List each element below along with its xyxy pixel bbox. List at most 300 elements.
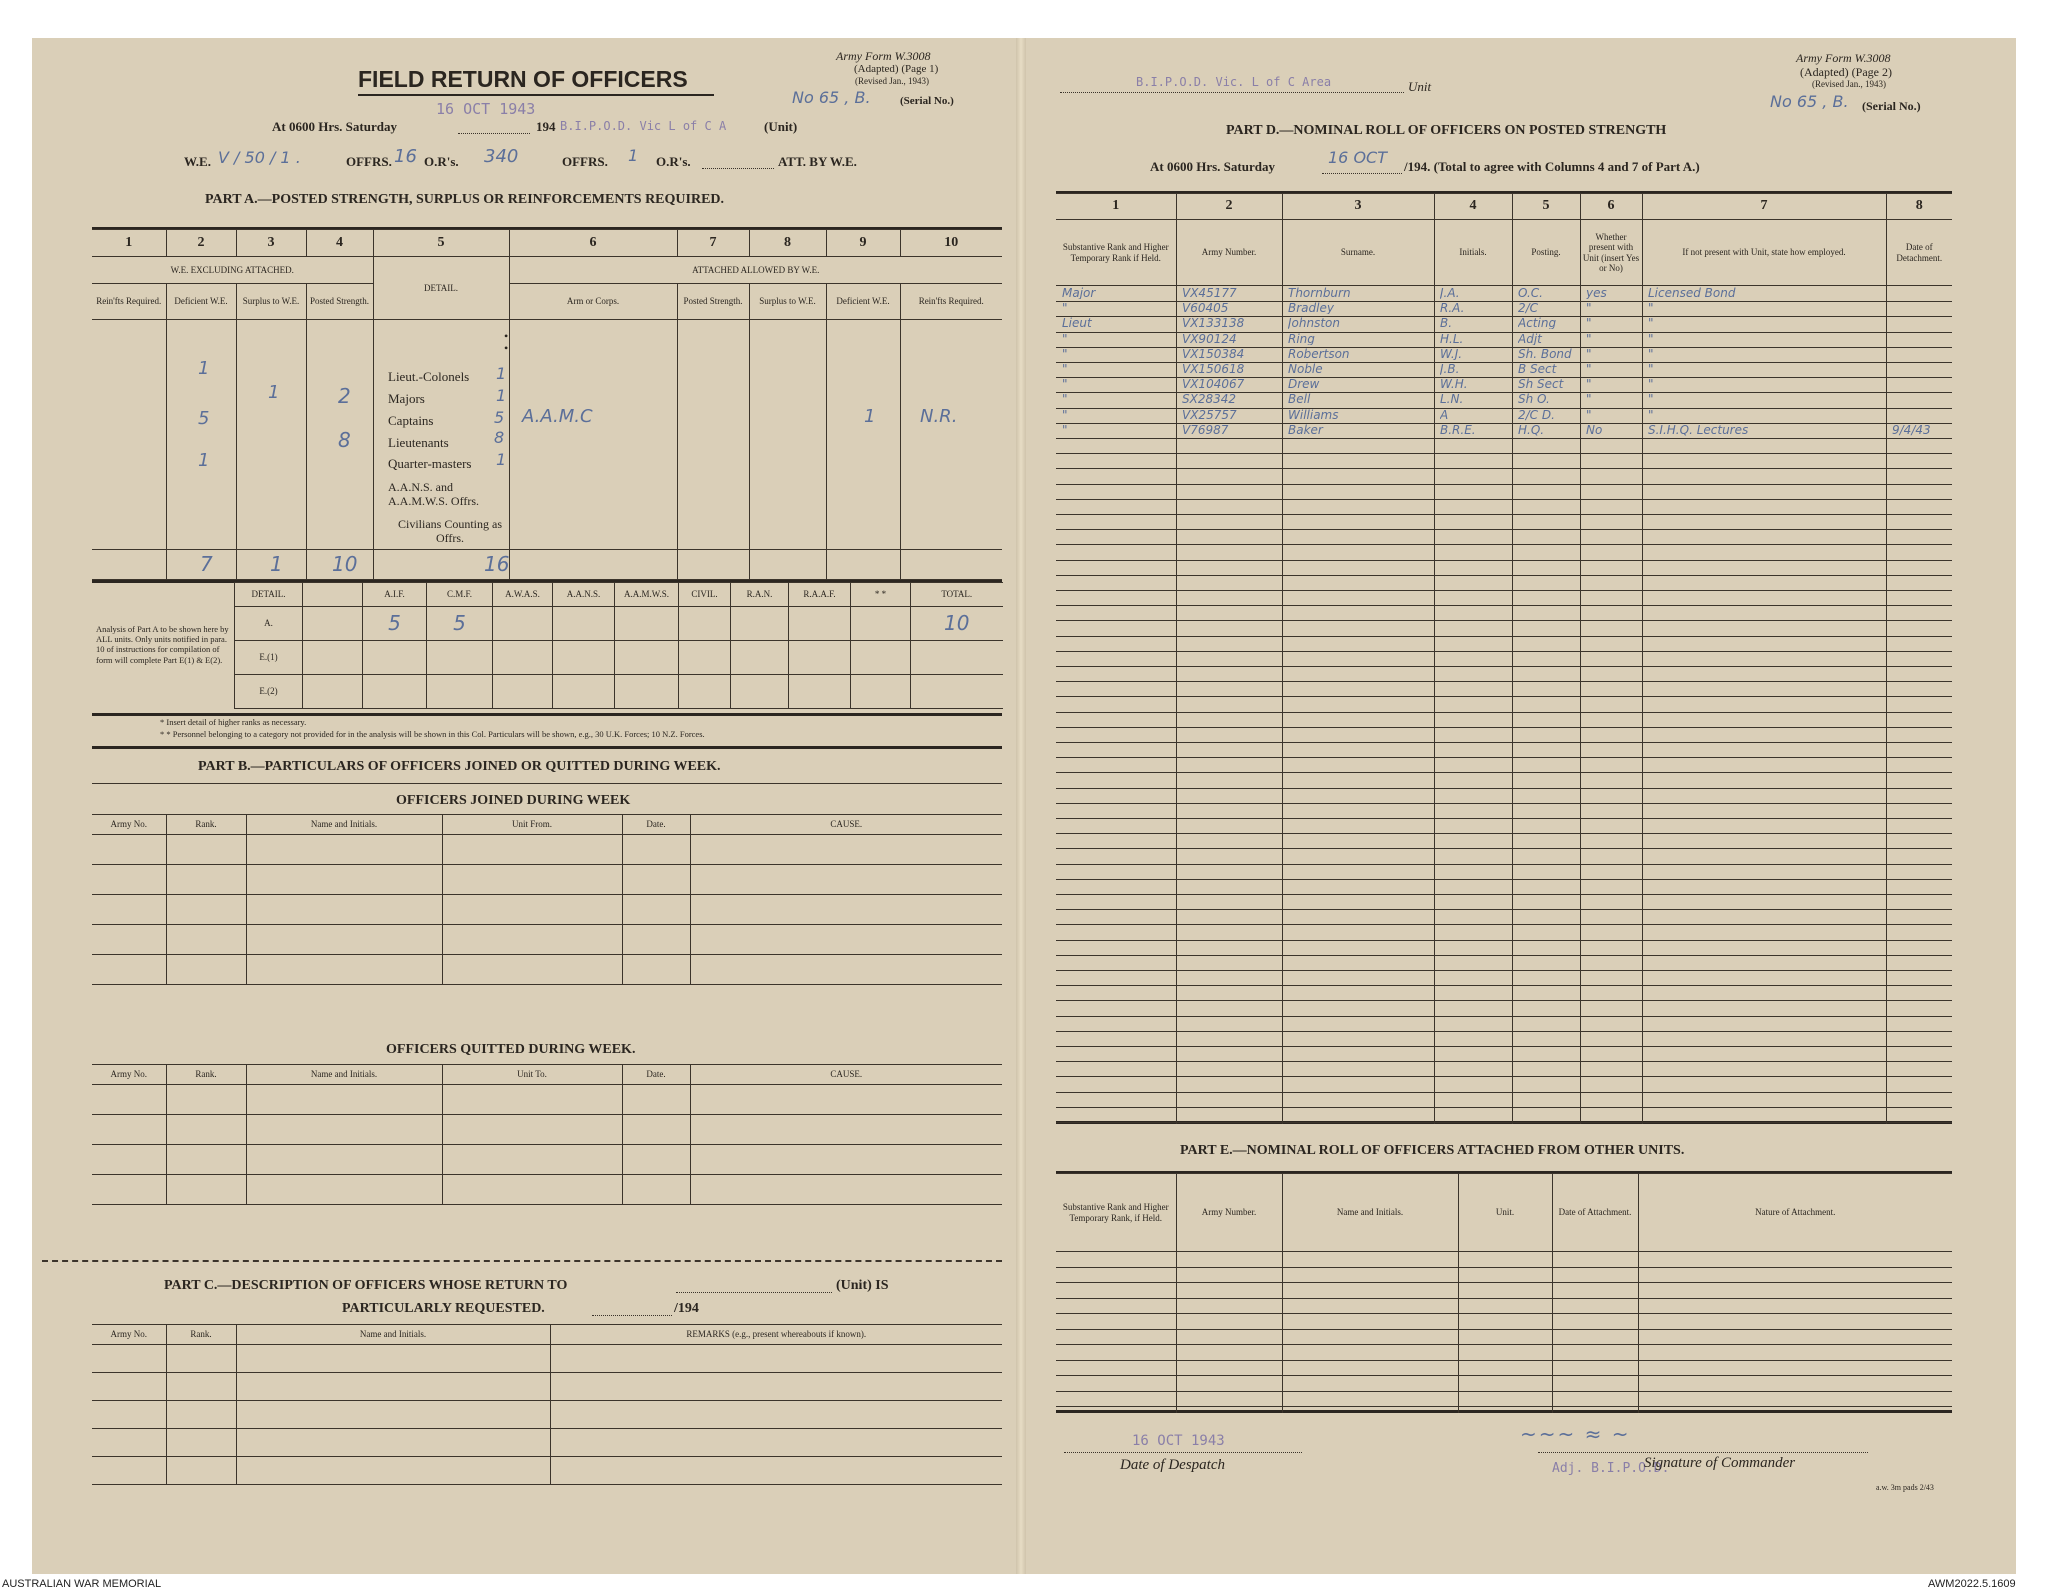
analysis-header: CIVIL.	[679, 583, 731, 607]
analysis-header: DETAIL.	[235, 583, 303, 607]
joined-table	[92, 814, 1002, 985]
part-d-date: 16 OCT	[1328, 148, 1387, 167]
time-line-left: At 0600 Hrs. Saturday	[272, 119, 397, 134]
part-d-cell-initials: R.A.	[1440, 302, 1465, 315]
col-num: 4	[306, 230, 373, 257]
col-num: 8	[749, 230, 826, 257]
part-d-cell-surname: Johnston	[1288, 317, 1340, 330]
detail-header: DETAIL.	[373, 257, 509, 320]
offrs-value: 16	[394, 146, 417, 167]
col-num: 1	[92, 230, 166, 257]
part-d-cell-posting: Sh. Bond	[1518, 347, 1572, 360]
part-d-row-line	[1056, 605, 1952, 606]
rank-lieutenants: Lieutenants	[388, 435, 449, 450]
ors-label: O.R's.	[424, 154, 459, 169]
part-d-cell-initials: H.L.	[1440, 332, 1464, 345]
sub-header: Surplus to W.E.	[749, 284, 826, 320]
total-posted: 10	[332, 552, 358, 576]
date-stamp-left: 16 OCT 1943	[436, 100, 536, 118]
sub-header: Deficient W.E.	[826, 284, 900, 320]
part-a-title: PART A.—POSTED STRENGTH, SURPLUS OR REINFORCEMENTS REQUIRED.	[205, 192, 725, 207]
part-d-col-num: 4	[1434, 194, 1512, 220]
part-c-header: Name and Initials.	[236, 1325, 550, 1345]
part-a-table	[92, 229, 1002, 580]
part-d-column-line	[1886, 286, 1887, 1124]
part-d-time-line: At 0600 Hrs. Saturday	[1150, 159, 1275, 174]
part-d-cell-employed: "	[1648, 408, 1654, 421]
unit-blank-right	[1060, 92, 1404, 93]
catalogue-number: AWM2022.5.1609	[1928, 1578, 2016, 1590]
part-d-cell-employed: "	[1648, 393, 1654, 406]
part-d-title: PART D.—NOMINAL ROLL OF OFFICERS ON POSTED STRENGTH	[1226, 123, 1667, 138]
sub-header: Arm or Corps.	[509, 284, 677, 320]
part-c-title-2: PARTICULARLY REQUESTED.	[342, 1301, 545, 1316]
part-e-row-line	[1056, 1329, 1952, 1330]
sub-header: Surplus to W.E.	[236, 284, 306, 320]
quitted-header: CAUSE.	[690, 1065, 1002, 1085]
part-b-rule	[92, 783, 1002, 784]
part-d-row-line	[1056, 727, 1952, 728]
part-d-cell-date: 9/4/43	[1892, 423, 1931, 436]
part-c-header: Army No.	[92, 1325, 166, 1345]
part-e-header: Unit.	[1458, 1174, 1552, 1252]
part-d-cell-surname: Robertson	[1288, 347, 1350, 360]
part-d-cell-number: VX45177	[1182, 287, 1237, 299]
offrs-label: OFFRS.	[346, 154, 392, 169]
part-e-header: Date of Attachment.	[1552, 1174, 1638, 1252]
part-d-row-line	[1056, 864, 1952, 865]
quitted-title: OFFICERS QUITTED DURING WEEK.	[386, 1042, 636, 1057]
part-d-cell-employed: Licensed Bond	[1648, 287, 1736, 299]
analysis-table	[234, 582, 1003, 709]
part-e-column-line	[1282, 1251, 1283, 1413]
part-c-unit-label: (Unit) IS	[836, 1278, 889, 1293]
page-fold	[1016, 38, 1026, 1574]
col1-value: 1	[198, 358, 210, 379]
part-d-row-line	[1056, 681, 1952, 682]
col4-value: 2	[338, 384, 351, 408]
joined-header: Date.	[622, 815, 690, 835]
part-e-row-line	[1056, 1298, 1952, 1299]
footnote-1: * Insert detail of higher ranks as necessary.	[160, 717, 307, 727]
part-d-column-line	[1512, 286, 1513, 1124]
col4-value: 8	[338, 428, 351, 452]
analysis-header: R.A.N.	[731, 583, 789, 607]
part-d-row-line	[1056, 1122, 1952, 1123]
part-d-cell-present: No	[1586, 423, 1603, 436]
part-d-row-line	[1056, 651, 1952, 652]
part-d-cell-number: V60405	[1182, 302, 1229, 315]
part-e-body	[1056, 1251, 1952, 1413]
part-d-cell-rank: "	[1062, 347, 1068, 360]
part-d-row-line	[1056, 468, 1952, 469]
col10-value: N.R.	[920, 406, 958, 427]
part-d-cell-posting: Sh Sect	[1518, 378, 1564, 391]
unit-stamp-left: B.I.P.O.D. Vic L of C A	[560, 119, 727, 133]
analysis-header: * *	[851, 583, 911, 607]
part-d-cell-rank: "	[1062, 378, 1068, 391]
part-d-row-line	[1056, 879, 1952, 880]
we-count: 5	[494, 408, 505, 427]
serial-label-left: (Serial No.)	[900, 95, 954, 107]
unit-stamp-right: B.I.P.O.D. Vic. L of C Area	[1136, 75, 1332, 89]
joined-header: Unit From.	[442, 815, 622, 835]
part-d-row-line	[1056, 620, 1952, 621]
analysis-note: Analysis of Part A to be shown here by ALL units. Only units notified in para. 10 of instructions for compilation of form will complete Part E(1) & E(2).	[96, 624, 229, 665]
serial-value-left: No 65 , B.	[792, 88, 871, 107]
footnote-2: * * Personnel belonging to a category not provided for in the analysis will be shown in this Col. Particulars will be shown, e.g., 30 U.K. Forces; 10 N.Z. Forces.	[160, 729, 705, 739]
col-num: 6	[509, 230, 677, 257]
revised-left: (Revised Jan., 1943)	[855, 76, 929, 86]
part-d-row-line	[1056, 894, 1952, 895]
col3-value: 1	[268, 382, 280, 403]
part-d-row-line	[1056, 742, 1952, 743]
part-d-header: Surname.	[1282, 220, 1434, 286]
part-e-header: Army Number.	[1176, 1174, 1282, 1252]
attached-allowed-header: ATTACHED ALLOWED BY W.E.	[509, 257, 1002, 284]
part-d-body	[1056, 286, 1952, 1124]
part-e-row-line	[1056, 1406, 1952, 1407]
rank-asterisk: • •	[504, 329, 509, 355]
quitted-header: Army No.	[92, 1065, 166, 1085]
part-e-header: Substantive Rank and Higher Temporary Rank, if Held.	[1056, 1174, 1176, 1252]
part-d-cell-initials: W.J.	[1440, 347, 1463, 360]
part-d-cell-surname: Bell	[1288, 393, 1311, 406]
total-deficient: 7	[200, 552, 213, 576]
part-e-column-line	[1458, 1251, 1459, 1413]
part-d-col-num: 8	[1886, 194, 1952, 220]
part-d-header: Initials.	[1434, 220, 1512, 286]
part-d-col-num: 5	[1512, 194, 1580, 220]
commander-signature: ~~~ ≈ ~	[1520, 1422, 1631, 1446]
col-num: 10	[900, 230, 1002, 257]
part-d-row-line	[1056, 636, 1952, 637]
part-d-header: Whether present with Unit (insert Yes or No)	[1580, 220, 1642, 286]
part-d-cell-number: VX104067	[1182, 378, 1245, 391]
analysis-header: C.M.F.	[427, 583, 493, 607]
part-d-cell-rank: "	[1062, 332, 1068, 345]
part-e-row-line	[1056, 1282, 1952, 1283]
part-d-row-line	[1056, 833, 1952, 834]
part-d-row-line	[1056, 1016, 1952, 1017]
part-d-cell-rank: "	[1062, 302, 1068, 315]
part-d-row-line	[1056, 1046, 1952, 1047]
part-d-header: Army Number.	[1176, 220, 1282, 286]
we-count: 8	[494, 428, 505, 447]
analysis-header: A.A.M.W.S.	[615, 583, 679, 607]
part-d-cell-present: "	[1586, 347, 1592, 360]
quitted-header: Date.	[622, 1065, 690, 1085]
part-d-row-line	[1056, 1092, 1952, 1093]
part-d-column-line	[1642, 286, 1643, 1124]
part-e-row-line	[1056, 1360, 1952, 1361]
footnote-rule	[92, 746, 1002, 749]
part-d-row-line	[1056, 1107, 1952, 1108]
rank-lieut-colonels: Lieut.-Colonels	[388, 369, 470, 384]
part-d-cell-number: V76987	[1182, 423, 1229, 436]
part-d-year-line: /194. (Total to agree with Columns 4 and 7 of Part A.)	[1404, 159, 1700, 174]
part-d-cell-number: VX150618	[1182, 363, 1245, 375]
total-surplus: 1	[270, 552, 283, 576]
analysis-aif: 5	[363, 607, 427, 641]
part-d-column-line	[1580, 286, 1581, 1124]
att-label: ATT. BY W.E.	[778, 154, 857, 169]
part-d-header: Posting.	[1512, 220, 1580, 286]
part-d-cell-initials: L.N.	[1440, 393, 1464, 406]
part-d-cell-number: VX133138	[1182, 317, 1245, 330]
part-d-cell-surname: Noble	[1288, 363, 1323, 375]
analysis-cmf: 5	[427, 607, 493, 641]
sub-header: Rein'fts Required.	[900, 284, 1002, 320]
analysis-bottom-rule	[92, 713, 1002, 716]
part-d-cell-employed: "	[1648, 302, 1654, 315]
we-excluding-header: W.E. EXCLUDING ATTACHED.	[92, 257, 373, 284]
part-d-row-line	[1056, 453, 1952, 454]
quitted-header: Name and Initials.	[246, 1065, 442, 1085]
part-d-cell-present: yes	[1586, 287, 1607, 299]
part-d-cell-present: "	[1586, 408, 1592, 421]
part-d-cell-present: "	[1586, 393, 1592, 406]
ors-value: 340	[484, 146, 519, 167]
part-d-cell-employed: "	[1648, 347, 1654, 360]
print-code: a.w. 3m pads 2/43	[1876, 1483, 1934, 1492]
rank-majors: Majors	[388, 391, 425, 406]
part-c-table	[92, 1324, 1002, 1485]
offrs2-label: OFFRS.	[562, 154, 608, 169]
part-d-row-line	[1056, 788, 1952, 789]
analysis-row-label: E.(2)	[235, 675, 303, 709]
col-num: 3	[236, 230, 306, 257]
part-d-cell-present: "	[1586, 302, 1592, 315]
part-c-year: /194	[674, 1301, 699, 1316]
part-d-row-line	[1056, 970, 1952, 971]
part-d-cell-rank: "	[1062, 423, 1068, 436]
form-id-left: Army Form W.3008	[836, 49, 931, 63]
part-d-row-line	[1056, 590, 1952, 591]
part-d-cell-employed: "	[1648, 363, 1654, 375]
part-d-row-line	[1056, 1000, 1952, 1001]
col-num: 7	[677, 230, 749, 257]
sub-header: Posted Strength.	[677, 284, 749, 320]
serial-value-right: No 65 , B.	[1770, 92, 1849, 111]
part-d-row-line	[1056, 772, 1952, 773]
part-d-header: Date of Detachment.	[1886, 220, 1952, 286]
day-blank	[458, 133, 530, 134]
rank-aans: A.A.N.S. and A.A.M.W.S. Offrs.	[388, 480, 480, 508]
we-count: 1	[496, 450, 507, 469]
analysis-header: A.A.N.S.	[553, 583, 615, 607]
part-d-column-line	[1176, 286, 1177, 1124]
quitted-header: Unit To.	[442, 1065, 622, 1085]
total-we: 16	[484, 552, 510, 576]
part-d-cell-rank: "	[1062, 363, 1068, 375]
analysis-row-label: E.(1)	[235, 641, 303, 675]
part-d-row-line	[1056, 712, 1952, 713]
part-d-row-line	[1056, 909, 1952, 910]
part-d-cell-surname: Williams	[1288, 408, 1339, 421]
part-e-column-line	[1552, 1251, 1553, 1413]
offrs2-value: 1	[628, 146, 639, 165]
adj-stamp: Adj. B.I.P.O.D.	[1552, 1461, 1670, 1476]
part-e-header: Nature of Attachment.	[1638, 1174, 1952, 1252]
part-e-title: PART E.—NOMINAL ROLL OF OFFICERS ATTACHED FROM OTHER UNITS.	[1180, 1143, 1685, 1158]
part-d-row-line	[1056, 575, 1952, 576]
part-d-row-line	[1056, 499, 1952, 500]
sub-header: Rein'fts Required.	[92, 284, 166, 320]
part-d-row-line	[1056, 514, 1952, 515]
col9-value: 1	[864, 406, 876, 427]
part-d-header: Substantive Rank and Higher Temporary Rank if Held.	[1056, 220, 1176, 286]
despatch-blank	[1064, 1452, 1302, 1453]
arm-value: A.A.M.C	[522, 406, 593, 427]
form-id-right: Army Form W.3008	[1796, 51, 1891, 65]
part-d-col-num: 6	[1580, 194, 1642, 220]
part-c-unit-blank	[676, 1292, 832, 1293]
adapted-right: (Adapted) (Page 2)	[1800, 65, 1892, 79]
serial-label-right: (Serial No.)	[1862, 99, 1921, 113]
tear-line	[42, 1260, 1002, 1262]
sub-header: Deficient W.E.	[166, 284, 236, 320]
part-d-table	[1056, 193, 1952, 286]
joined-title: OFFICERS JOINED DURING WEEK	[396, 793, 631, 808]
part-e-header: Name and Initials.	[1282, 1174, 1458, 1252]
part-d-cell-present: "	[1586, 332, 1592, 345]
revised-right: (Revised Jan., 1943)	[1812, 79, 1886, 89]
part-e-row-line	[1056, 1313, 1952, 1314]
part-d-row-line	[1056, 438, 1952, 439]
part-d-cell-rank: "	[1062, 393, 1068, 406]
part-d-cell-employed: S.I.H.Q. Lectures	[1648, 423, 1749, 436]
part-d-row-line	[1056, 757, 1952, 758]
part-d-cell-posting: Sh O.	[1518, 393, 1550, 406]
part-e-column-line	[1176, 1251, 1177, 1413]
part-d-cell-posting: B Sect	[1518, 363, 1557, 375]
part-e-table	[1056, 1173, 1952, 1252]
quitted-header: Rank.	[166, 1065, 246, 1085]
part-d-cell-employed: "	[1648, 332, 1654, 345]
part-d-header: If not present with Unit, state how employed.	[1642, 220, 1886, 286]
analysis-header: R.A.A.F.	[789, 583, 851, 607]
ors2-blank	[702, 168, 774, 169]
signature-blank	[1538, 1452, 1868, 1453]
part-e-row-line	[1056, 1391, 1952, 1392]
part-d-row-line	[1056, 666, 1952, 667]
part-d-cell-surname: Baker	[1288, 423, 1323, 436]
part-c-header: REMARKS (e.g., present whereabouts if known).	[550, 1325, 1002, 1345]
part-d-cell-employed: "	[1648, 317, 1654, 330]
part-d-row-line	[1056, 1076, 1952, 1077]
joined-header: Name and Initials.	[246, 815, 442, 835]
part-d-cell-posting: 2/C D.	[1518, 408, 1555, 421]
part-d-cell-posting: H.Q.	[1518, 423, 1545, 436]
title-underline	[358, 94, 714, 96]
col-num: 2	[166, 230, 236, 257]
rank-civilians: Civilians Counting as Offrs.	[397, 517, 502, 545]
we-count: 1	[496, 386, 507, 405]
part-d-cell-number: VX90124	[1182, 332, 1237, 345]
part-d-col-num: 3	[1282, 194, 1434, 220]
col1-value: 1	[198, 450, 210, 471]
part-d-cell-posting: 2/C	[1518, 302, 1539, 315]
unit-label-left: (Unit)	[764, 119, 798, 134]
part-d-cell-surname: Thornburn	[1288, 287, 1351, 299]
unit-label-right: Unit	[1408, 79, 1432, 94]
adapted-left: (Adapted) (Page 1)	[854, 63, 939, 75]
joined-header: CAUSE.	[690, 815, 1002, 835]
part-d-cell-initials: B.R.E.	[1440, 423, 1476, 436]
part-d-cell-number: VX25757	[1182, 408, 1237, 421]
we-count: 1	[496, 364, 507, 383]
part-d-column-line	[1282, 286, 1283, 1124]
part-d-cell-posting: Adjt	[1518, 332, 1542, 345]
part-d-row-line	[1056, 544, 1952, 545]
col-num: 9	[826, 230, 900, 257]
part-d-cell-rank: Lieut	[1062, 317, 1092, 330]
part-d-row-line	[1056, 529, 1952, 530]
part-d-col-num: 2	[1176, 194, 1282, 220]
part-d-row-line	[1056, 848, 1952, 849]
part-d-row-line	[1056, 818, 1952, 819]
part-d-row-line	[1056, 985, 1952, 986]
part-d-col-num: 1	[1056, 194, 1176, 220]
part-d-row-line	[1056, 560, 1952, 561]
signature-label: Signature of Commander	[1644, 1455, 1796, 1471]
part-b-title: PART B.—PARTICULARS OF OFFICERS JOINED OR QUITTED DURING WEEK.	[198, 759, 721, 774]
part-d-row-line	[1056, 1031, 1952, 1032]
analysis-header: A.I.F.	[363, 583, 427, 607]
part-c-date-blank	[592, 1315, 672, 1316]
we-value: V / 50 / 1 .	[218, 148, 301, 167]
part-d-cell-posting: O.C.	[1518, 287, 1543, 299]
part-d-row-line	[1056, 484, 1952, 485]
despatch-stamp: 16 OCT 1943	[1132, 1433, 1225, 1449]
part-d-col-num: 7	[1642, 194, 1886, 220]
part-d-cell-present: "	[1586, 378, 1592, 391]
part-d-column-line	[1434, 286, 1435, 1124]
rank-captains: Captains	[388, 413, 434, 428]
part-d-cell-initials: A	[1440, 408, 1449, 421]
part-d-cell-number: SX28342	[1182, 393, 1237, 406]
part-d-cell-initials: B.	[1440, 317, 1453, 330]
part-e-row-line	[1056, 1375, 1952, 1376]
part-d-cell-surname: Drew	[1288, 378, 1320, 391]
sub-header: Posted Strength.	[306, 284, 373, 320]
ors2-label: O.R's.	[656, 154, 691, 169]
part-d-row-line	[1056, 940, 1952, 941]
part-c-title-1: PART C.—DESCRIPTION OF OFFICERS WHOSE RETURN TO	[164, 1278, 568, 1293]
analysis-row-label: A.	[235, 607, 303, 641]
joined-header: Rank.	[166, 815, 246, 835]
part-d-cell-rank: Major	[1062, 287, 1096, 299]
date-of-despatch-label: Date of Despatch	[1120, 1457, 1225, 1473]
rank-quarter-masters: Quarter-masters	[388, 456, 472, 471]
part-d-date-blank	[1322, 173, 1402, 174]
year-prefix-left: 194	[536, 119, 556, 134]
part-d-cell-present: "	[1586, 363, 1592, 375]
part-d-cell-initials: J.B.	[1440, 363, 1460, 375]
analysis-header: TOTAL.	[911, 583, 1003, 607]
part-d-row-line	[1056, 955, 1952, 956]
part-d-cell-employed: "	[1648, 378, 1654, 391]
part-d-cell-present: "	[1586, 317, 1592, 330]
col1-value: 5	[198, 408, 210, 429]
institution-credit: AUSTRALIAN WAR MEMORIAL	[2, 1578, 162, 1590]
part-d-row-line	[1056, 924, 1952, 925]
part-e-column-line	[1638, 1251, 1639, 1413]
quitted-table	[92, 1064, 1002, 1205]
analysis-header	[303, 583, 363, 607]
analysis-total: 10	[911, 607, 1003, 641]
